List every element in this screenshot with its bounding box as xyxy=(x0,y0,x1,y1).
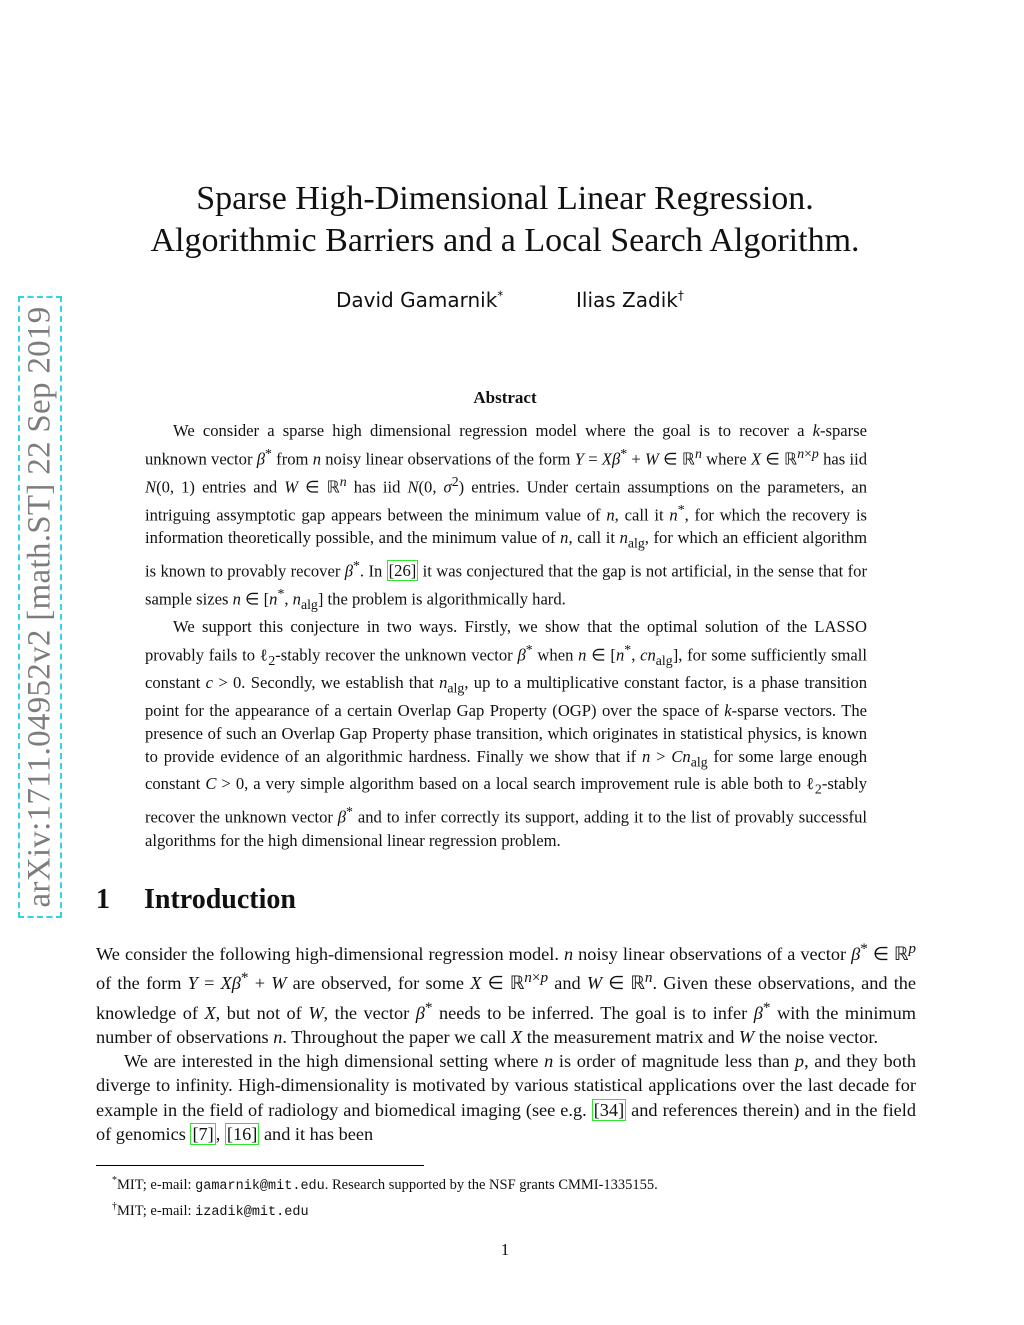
footnote-1-prefix: MIT; e-mail: xyxy=(117,1176,196,1193)
abstract-heading: Abstract xyxy=(473,388,537,407)
footnote-2 xyxy=(112,1197,912,1223)
footnote-1-suffix: . Research supported by the NSF grants CMMI-1335155. xyxy=(324,1176,658,1193)
citation-34[interactable]: [34] xyxy=(593,1099,625,1120)
footnote-2-prefix: MIT; e-mail: xyxy=(117,1202,196,1219)
page-number: 1 xyxy=(500,1240,510,1259)
author-list xyxy=(336,288,696,322)
author-2-mark: † xyxy=(677,288,684,303)
author-1-name: David Gamarnik xyxy=(336,288,498,312)
arxiv-identifier[interactable]: arXiv:1711.04952v2 [math.ST] 22 Sep 2019 xyxy=(21,306,58,908)
section-heading xyxy=(96,884,296,916)
abstract-paragraph-2: We support this conjecture in two ways. Firstly, we show that the optimal solution of the LASSO provably fails to ℓ$_2$-stably recover the unknown vector β* when n ∈ [n*, $cn_{alg}$], for some sufficiently small constant c > 0. Secondly, we establish that $n_{alg}$, up to a multiplicative constant factor, is a phase transition point for the appearance of a certain Overlap Gap Property (OGP) over the space of k-sparse vectors. The presence of such an Overlap Gap Property phase transition, which originates in statistical physics, is known to provide evidence of an algorithmic hardness. Finally we show that if $n > Cn_{alg}$ for some large enough constant C > 0, a very simple algorithm based on a local search improvement rule is able both to ℓ$_2$-stably recover the unknown vector β* and to infer correctly its support, adding it to the list of provably successful algorithms for the high dimensional linear regression problem. xyxy=(145,617,868,850)
footnote-1-email[interactable]: gamarnik@mit.edu xyxy=(195,1178,325,1194)
intro-paragraph-2: We are interested in the high dimensional setting where n is order of magnitude less than p, and they both diverge to infinity. High-dimensionality is motivated by various statistical applications over the last decade for example in the field of radiology and biomedical imaging (see e.g. [34] and references therein) and in the field of genomics [7] , [16] and it has been xyxy=(96,1051,916,1144)
paper-title xyxy=(120,178,890,262)
section-title: Introduction xyxy=(144,884,296,915)
author-2-name: Ilias Zadik xyxy=(576,288,678,312)
footnote-1 xyxy=(112,1171,912,1197)
title-line-2: Algorithmic Barriers and a Local Search Algorithm. xyxy=(150,222,860,259)
section-number: 1 xyxy=(96,884,110,915)
footnote-rule xyxy=(96,1165,424,1166)
citation-7[interactable]: [7] xyxy=(192,1123,214,1144)
footnote-1-mark: * xyxy=(112,1175,117,1186)
introduction-body xyxy=(96,937,916,1146)
author-1-mark: * xyxy=(497,288,504,303)
abstract-paragraph-1: We consider a sparse high dimensional regression model where the goal is to recover a k-sparse unknown vector β* from n noisy linear observations of the form Y = Xβ* + W ∈ ℝ$^n$ where X ∈ ℝ$^{n\times p}$ has iid N(0, 1) entries and W ∈ ℝ$^n$ has iid N(0, $\sigma^2$) entries. Under certain assumptions on the parameters, an intriguing assymptotic gap appears between the minimum value of n, call it n*, for which the recovery is information theoretically possible, and the minimum value of n, call it $n_{alg}$, for which an efficient algorithm is known to provably recover β*. In [26] it was conjectured that the gap is not artificial, in the sense that for sample sizes n ∈ [n*, $n_{alg}$] the problem is algorithmically hard. xyxy=(145,421,868,612)
abstract-body xyxy=(145,420,867,852)
footnote-2-email[interactable]: izadik@mit.edu xyxy=(195,1204,309,1220)
footnote-2-mark: † xyxy=(112,1200,117,1212)
citation-26[interactable]: [26] xyxy=(388,561,417,581)
footnotes xyxy=(112,1171,912,1223)
intro-paragraph-1: We consider the following high-dimensional regression model. n noisy linear observations of a vector β* ∈ ℝ$^p$ of the form Y = Xβ* + W are observed, for some X ∈ ℝ$^{n\times p}$ and W ∈ ℝ$^n$. Given these observations, and the knowledge of X, but not of W, the vector β* needs to be inferred. The goal is to infer β* with the minimum number of observations n. Throughout the paper we call X the measurement matrix and W the noise vector. xyxy=(96,940,917,1047)
title-line-1: Sparse High-Dimensional Linear Regression. xyxy=(196,180,814,217)
citation-16[interactable]: [16] xyxy=(226,1123,258,1144)
author-1 xyxy=(336,288,503,312)
author-2 xyxy=(576,288,684,312)
